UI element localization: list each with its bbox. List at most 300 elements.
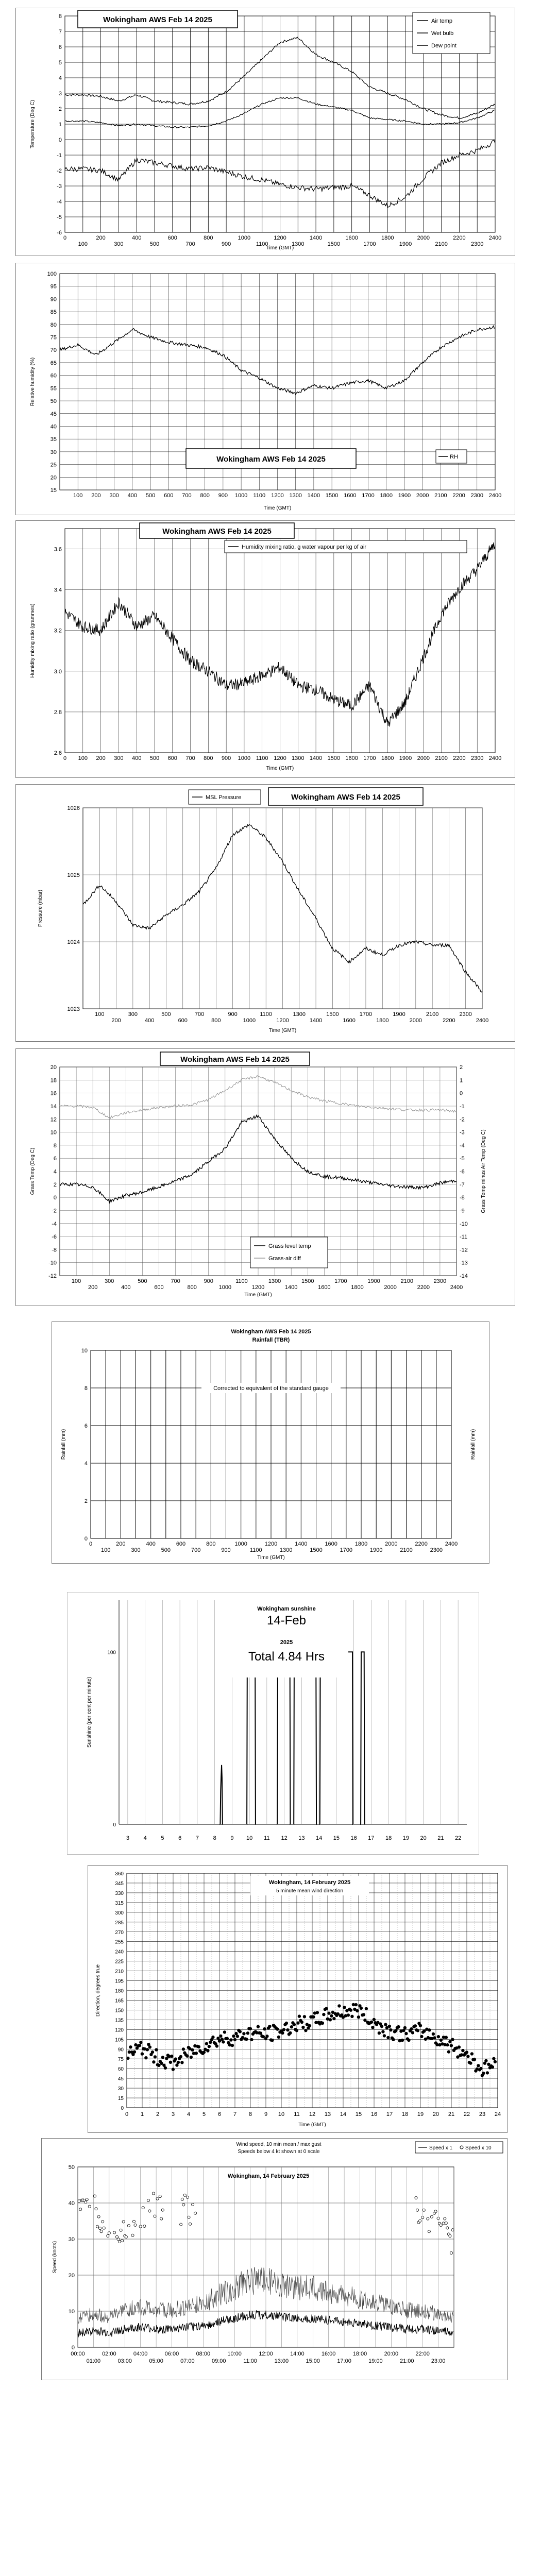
direction-point	[428, 2028, 431, 2031]
y-tick-label: 5	[58, 60, 62, 66]
y-tick-label: 8	[58, 13, 62, 20]
x-tick-label: 1000	[218, 1284, 232, 1291]
y-tick-label: 6	[58, 44, 62, 50]
direction-point	[290, 2025, 293, 2028]
direction-point	[154, 2055, 157, 2058]
y-tick-label: -6	[52, 1234, 57, 1241]
speed-x10-point	[79, 2208, 82, 2211]
y-tick-label: 60	[117, 2066, 124, 2073]
mixing-ratio-chart	[16, 521, 514, 777]
y2-tick-label: -12	[460, 1247, 468, 1253]
y2-tick-label: -8	[460, 1195, 465, 1201]
y-tick-label: 0	[58, 137, 62, 143]
y-tick-label: 240	[115, 1949, 124, 1955]
x-tick-label: 2300	[433, 1278, 447, 1284]
x-tick-label: 6	[217, 2111, 222, 2117]
x-tick-label: 100	[78, 755, 88, 761]
y-tick-label: 1026	[67, 805, 80, 811]
speed-x10-point	[182, 2204, 185, 2206]
x-tick-label: 1000	[243, 1018, 256, 1024]
speed-x10-point	[446, 2227, 449, 2229]
x-axis-label: Time (GMT)	[244, 1292, 272, 1298]
y-tick-label: 10	[50, 1129, 57, 1136]
direction-point	[356, 2009, 359, 2012]
y-tick-label: 2.6	[54, 750, 62, 756]
direction-point	[282, 2028, 285, 2031]
direction-point	[141, 2052, 144, 2055]
y-tick-label: 8	[53, 1142, 57, 1149]
speed-x10-point	[430, 2215, 433, 2218]
x-tick-label: 5	[202, 2111, 206, 2117]
x-tick-label: 400	[131, 755, 142, 761]
direction-point	[414, 2024, 417, 2027]
x-tick-label: 22:00	[415, 2351, 430, 2357]
x-tick-label: 7	[195, 1835, 199, 1841]
direction-point	[233, 2038, 236, 2041]
y-axis-label: Temperature (Deg C)	[30, 100, 36, 148]
x-tick-label: 0	[89, 1541, 93, 1547]
x-tick-label: 9	[230, 1835, 234, 1841]
direction-point	[370, 2021, 373, 2024]
y-tick-label: 40	[50, 423, 57, 430]
speed-x10-point	[427, 2217, 429, 2220]
direction-point	[245, 2038, 248, 2041]
y-tick-label: 3.2	[54, 628, 62, 634]
direction-point	[322, 2013, 325, 2016]
x-tick-label: 1500	[325, 493, 339, 499]
x-tick-label: 2300	[459, 1011, 472, 1018]
x-tick-label: 09:00	[211, 2358, 226, 2364]
direction-point	[465, 2050, 468, 2054]
speed-x10-point	[147, 2199, 149, 2201]
x-tick-label: 1200	[264, 1541, 278, 1547]
speed-x10-point	[125, 2235, 127, 2238]
x-tick-label: 21:00	[399, 2358, 414, 2364]
speed-x10-point	[148, 2210, 151, 2212]
x-tick-label: 1400	[295, 1541, 308, 1547]
y-tick-label: 4	[58, 75, 62, 81]
y-tick-label: 12	[50, 1116, 57, 1123]
x-tick-label: 1300	[292, 241, 305, 247]
x-tick-label: 1300	[292, 755, 305, 761]
x-tick-label: 800	[204, 235, 213, 241]
x-tick-label: 13:00	[274, 2358, 289, 2364]
y-tick-label: 0	[84, 1536, 88, 1542]
x-tick-label: 2400	[450, 1284, 463, 1291]
y-tick-label: -2	[52, 1208, 57, 1214]
direction-point	[388, 2025, 391, 2028]
x-tick-label: 700	[185, 755, 195, 761]
y-tick-label: 50	[68, 2164, 75, 2171]
direction-point	[293, 2023, 296, 2026]
direction-point	[249, 2027, 252, 2030]
x-tick-label: 700	[182, 493, 192, 499]
speed-x10-point	[78, 2200, 80, 2202]
x-tick-label: 900	[204, 1278, 213, 1284]
direction-point	[239, 2030, 242, 2033]
x-tick-label: 2100	[400, 1547, 413, 1553]
sunshine-interval	[361, 1652, 365, 1824]
x-tick-label: 1100	[235, 1278, 248, 1284]
y2-tick-label: -4	[460, 1142, 465, 1149]
y-tick-label: 0	[113, 1822, 116, 1828]
y-tick-label: 15	[117, 2096, 124, 2102]
x-tick-label: 1600	[345, 755, 358, 761]
x-tick-label: 400	[127, 493, 138, 499]
speed-x10-point	[103, 2227, 105, 2229]
x-tick-label: 2400	[488, 755, 502, 761]
y2-axis-label: Rainfall (mm)	[470, 1429, 476, 1460]
y-tick-label: 285	[115, 1920, 124, 1926]
x-tick-label: 10:00	[227, 2351, 242, 2357]
x-tick-label: 1200	[271, 493, 284, 499]
x-tick-label: 17	[386, 2111, 393, 2117]
x-tick-label: 600	[154, 1284, 164, 1291]
x-tick-label: 400	[131, 235, 142, 241]
x-tick-label: 1700	[340, 1547, 353, 1553]
y-tick-label: 55	[50, 385, 57, 392]
direction-point	[286, 2028, 289, 2031]
x-tick-label: 100	[78, 241, 88, 247]
direction-point	[296, 2021, 299, 2024]
y2-tick-label: 1	[460, 1077, 463, 1084]
y-tick-label: 90	[50, 296, 57, 303]
direction-point	[262, 2035, 265, 2038]
direction-point	[144, 2056, 147, 2059]
y2-tick-label: -6	[460, 1168, 465, 1175]
direction-point	[160, 2062, 163, 2065]
x-tick-label: 200	[88, 1284, 98, 1291]
x-tick-label: 20:00	[384, 2351, 399, 2357]
x-tick-label: 1500	[326, 1011, 339, 1018]
x-tick-label: 2200	[443, 1018, 455, 1024]
x-tick-label: 1800	[354, 1541, 368, 1547]
x-tick-label: 23:00	[431, 2358, 446, 2364]
x-tick-label: 22	[463, 2111, 470, 2117]
y-tick-label: -5	[57, 214, 62, 221]
sunshine-interval	[294, 1652, 316, 1824]
sunshine-interval	[247, 1652, 256, 1824]
direction-point	[165, 2057, 168, 2060]
speed-x10-point	[434, 2210, 437, 2213]
speed-x10-point	[188, 2216, 190, 2218]
y-tick-label: 10	[68, 2309, 75, 2315]
x-tick-label: 14	[316, 1835, 323, 1841]
direction-point	[347, 2013, 350, 2016]
speed-x10-point	[107, 2234, 109, 2237]
direction-point	[229, 2038, 232, 2041]
chart-total: Total 4.84 Hrs	[248, 1650, 325, 1664]
y2-tick-label: -10	[460, 1221, 468, 1227]
speed-x10-point	[161, 2209, 164, 2211]
grass-temp-chart	[16, 1049, 514, 1305]
direction-point	[206, 2049, 209, 2052]
x-tick-label: 22	[455, 1835, 462, 1841]
y-tick-label: 195	[115, 1978, 124, 1985]
direction-point	[215, 2044, 218, 2047]
direction-point	[164, 2066, 167, 2070]
speed-x10-point	[120, 2229, 122, 2231]
x-tick-label: 500	[161, 1547, 171, 1553]
chart-title: Wokingham sunshine	[257, 1606, 316, 1612]
x-tick-label: 200	[91, 493, 101, 499]
chart-title: Wokingham AWS Feb 14 2025	[103, 15, 212, 24]
y2-tick-label: 0	[460, 1090, 463, 1097]
y-tick-label: 300	[115, 1910, 124, 1916]
x-tick-label: 1900	[398, 493, 411, 499]
y-tick-label: 6	[84, 1423, 88, 1429]
wind-direction-chart-panel	[88, 1865, 508, 2133]
speed-x10-point	[86, 2198, 88, 2201]
x-tick-label: 20	[420, 1835, 427, 1841]
direction-point	[316, 2011, 319, 2014]
x-tick-label: 1500	[310, 1547, 323, 1553]
y-tick-label: 90	[117, 2047, 124, 2053]
x-tick-label: 1300	[293, 1011, 306, 1018]
direction-point	[174, 2057, 177, 2060]
direction-point	[172, 2067, 175, 2071]
x-tick-label: 100	[73, 493, 83, 499]
direction-point	[365, 2007, 368, 2010]
x-tick-label: 4	[187, 2111, 191, 2117]
y-tick-label: 25	[50, 462, 57, 468]
chart-header-2: Speeds below 4 kt shown at 0 scale	[238, 2149, 320, 2155]
x-tick-label: 700	[171, 1278, 180, 1284]
y-tick-label: 270	[115, 1929, 124, 1936]
direction-point	[138, 2044, 141, 2047]
direction-point	[263, 2027, 266, 2030]
y-tick-label: 330	[115, 1890, 124, 1896]
x-tick-label: 16	[350, 1835, 357, 1841]
y-tick-label: 8	[84, 1385, 88, 1392]
direction-point	[285, 2022, 288, 2025]
speed-x10-point	[93, 2195, 96, 2197]
x-tick-label: 600	[176, 1541, 186, 1547]
speed-x10-point	[419, 2219, 421, 2222]
direction-point	[381, 2030, 384, 2033]
speed-x10-point	[154, 2215, 156, 2217]
speed-x10-point	[444, 2217, 446, 2220]
x-tick-label: 200	[96, 235, 106, 241]
direction-point	[304, 2029, 307, 2032]
x-tick-label: 1900	[399, 755, 412, 761]
direction-point	[419, 2024, 422, 2027]
x-tick-label: 100	[100, 1547, 111, 1553]
chart-annotation: Corrected to equivalent of the standard gauge	[213, 1385, 329, 1392]
temperature-chart-panel	[15, 8, 515, 256]
x-tick-label: 1600	[343, 1018, 356, 1024]
x-tick-label: 08:00	[196, 2351, 211, 2357]
y2-tick-label: -14	[460, 1273, 468, 1279]
x-tick-label: 1700	[334, 1278, 347, 1284]
x-tick-label: 1700	[363, 241, 376, 247]
mixing-ratio-chart-panel	[15, 520, 515, 778]
x-tick-label: 800	[211, 1018, 221, 1024]
y-tick-label: 95	[50, 283, 57, 290]
x-tick-label: 13	[324, 2111, 331, 2117]
y-tick-label: 45	[50, 411, 57, 417]
x-tick-label: 06:00	[164, 2351, 179, 2357]
direction-point	[401, 2039, 404, 2042]
direction-point	[226, 2037, 229, 2040]
speed-x10-point	[445, 2222, 447, 2224]
x-tick-label: 1600	[318, 1284, 331, 1291]
x-tick-label: 1000	[234, 493, 248, 499]
x-tick-label: 16	[370, 2111, 378, 2117]
direction-point	[404, 2032, 408, 2035]
y-axis-label: Grass Temp (Deg C)	[30, 1147, 36, 1195]
x-tick-label: 1400	[309, 235, 323, 241]
direction-point	[177, 2061, 180, 2064]
x-tick-label: 300	[128, 1011, 138, 1018]
direction-point	[268, 2025, 271, 2028]
speed-x10-point	[142, 2207, 144, 2209]
direction-point	[394, 2029, 397, 2032]
direction-point	[195, 2052, 198, 2055]
direction-point	[175, 2063, 178, 2066]
x-tick-label: 1300	[279, 1547, 293, 1553]
x-tick-label: 1500	[327, 241, 341, 247]
sunshine-chart-panel	[67, 1592, 479, 1855]
speed-x10-point	[99, 2227, 102, 2230]
x-tick-label: 400	[121, 1284, 131, 1291]
direction-point	[486, 2071, 489, 2074]
direction-point	[330, 2014, 333, 2018]
x-tick-label: 1500	[327, 755, 341, 761]
x-tick-label: 15	[333, 1835, 340, 1841]
direction-point	[473, 2058, 476, 2061]
y-tick-label: 2.8	[54, 709, 62, 716]
y-tick-label: 135	[115, 2018, 124, 2024]
x-axis-label: Time (GMT)	[268, 1028, 297, 1033]
speed-x10-point	[84, 2201, 87, 2204]
x-tick-label: 1100	[256, 241, 268, 247]
y2-tick-label: -2	[460, 1116, 465, 1123]
direction-point	[190, 2056, 193, 2059]
x-tick-label: 04:00	[133, 2351, 148, 2357]
y-tick-label: 0	[121, 2106, 124, 2111]
direction-point	[470, 2052, 474, 2055]
speed-x10-point	[180, 2223, 182, 2226]
y-tick-label: 315	[115, 1900, 124, 1906]
direction-point	[343, 2006, 346, 2009]
y-tick-label: 20	[50, 474, 57, 481]
x-axis-label: Time (GMT)	[266, 245, 294, 251]
speed-x10-point	[119, 2240, 121, 2243]
y2-tick-label: -7	[460, 1181, 465, 1188]
direction-point	[420, 2035, 423, 2038]
x-tick-label: 2400	[476, 1018, 489, 1024]
x-tick-label: 20	[432, 2111, 439, 2117]
chart-title: Wokingham AWS Feb 14 2025	[180, 1055, 290, 1064]
x-tick-label: 1700	[359, 1011, 373, 1018]
x-tick-label: 2100	[435, 755, 448, 761]
y-tick-label: 3.6	[54, 546, 62, 553]
rainfall-chart	[52, 1322, 488, 1563]
x-tick-label: 21	[448, 2111, 455, 2117]
x-tick-label: 15:00	[306, 2358, 320, 2364]
speed-x10-point	[422, 2209, 425, 2211]
x-tick-label: 1100	[260, 1011, 273, 1018]
speed-x10-point	[127, 2224, 130, 2227]
direction-point	[157, 2064, 160, 2067]
x-tick-label: 2200	[415, 1541, 428, 1547]
x-tick-label: 15	[355, 2111, 362, 2117]
direction-point	[236, 2035, 239, 2038]
y-tick-label: 75	[50, 334, 57, 341]
direction-point	[180, 2061, 183, 2064]
x-tick-label: 17	[368, 1835, 375, 1841]
direction-point	[389, 2028, 392, 2031]
direction-point	[151, 2050, 154, 2054]
x-tick-label: 2200	[452, 493, 465, 499]
direction-point	[378, 2031, 381, 2035]
direction-point	[219, 2035, 222, 2038]
direction-point	[148, 2045, 151, 2048]
direction-point	[380, 2025, 383, 2028]
x-tick-label: 2300	[430, 1547, 443, 1553]
x-tick-label: 19:00	[368, 2358, 383, 2364]
chart-title: Wokingham AWS Feb 14 2025	[216, 455, 326, 464]
x-tick-label: 500	[138, 1278, 147, 1284]
legend-label: Speed x 1	[429, 2145, 453, 2151]
x-tick-label: 2200	[417, 1284, 430, 1291]
chart-year: 2025	[280, 1639, 293, 1646]
x-tick-label: 6	[178, 1835, 182, 1841]
x-tick-label: 900	[221, 755, 231, 761]
x-tick-label: 7	[233, 2111, 237, 2117]
y-tick-label: 10	[81, 1348, 88, 1354]
y2-axis-label: Grass Temp minus Air Temp (Deg C)	[481, 1129, 486, 1213]
y-tick-label: 70	[50, 347, 57, 354]
direction-point	[205, 2042, 208, 2045]
x-axis-label: Time (GMT)	[263, 505, 292, 511]
chart-subtitle: 5 minute mean wind direction	[276, 1888, 344, 1894]
legend-label: Dew point	[431, 43, 457, 49]
y-axis-label: Speed (knots)	[52, 2241, 58, 2274]
speed-x10-point	[192, 2203, 194, 2206]
y-tick-label: 3.0	[54, 668, 62, 675]
x-tick-label: 1800	[376, 1018, 389, 1024]
direction-point	[392, 2038, 395, 2041]
x-tick-label: 200	[96, 755, 106, 761]
x-tick-label: 11:00	[243, 2358, 257, 2364]
direction-point	[325, 2007, 328, 2010]
y-axis-label: Relative humidity (%)	[30, 357, 36, 406]
x-tick-label: 2000	[417, 235, 430, 241]
x-tick-label: 4	[143, 1835, 147, 1841]
y-tick-label: 1024	[67, 939, 80, 945]
y-tick-label: 1025	[67, 872, 80, 878]
direction-point	[223, 2030, 226, 2033]
x-tick-label: 1400	[309, 1018, 323, 1024]
y-tick-label: 18	[50, 1077, 57, 1084]
direction-point	[386, 2036, 390, 2039]
direction-point	[270, 2039, 274, 2042]
direction-point	[170, 2055, 173, 2058]
temperature-chart	[16, 8, 514, 255]
x-tick-label: 1100	[256, 755, 268, 761]
direction-point	[329, 2018, 332, 2021]
x-tick-label: 21	[437, 1835, 444, 1841]
direction-point	[397, 2025, 400, 2028]
x-tick-label: 19	[417, 2111, 424, 2117]
speed-x10-point	[186, 2196, 189, 2198]
direction-point	[182, 2047, 185, 2050]
speed-x10-point	[159, 2195, 161, 2198]
x-tick-label: 1900	[367, 1278, 380, 1284]
speed-x10-point	[181, 2198, 183, 2200]
